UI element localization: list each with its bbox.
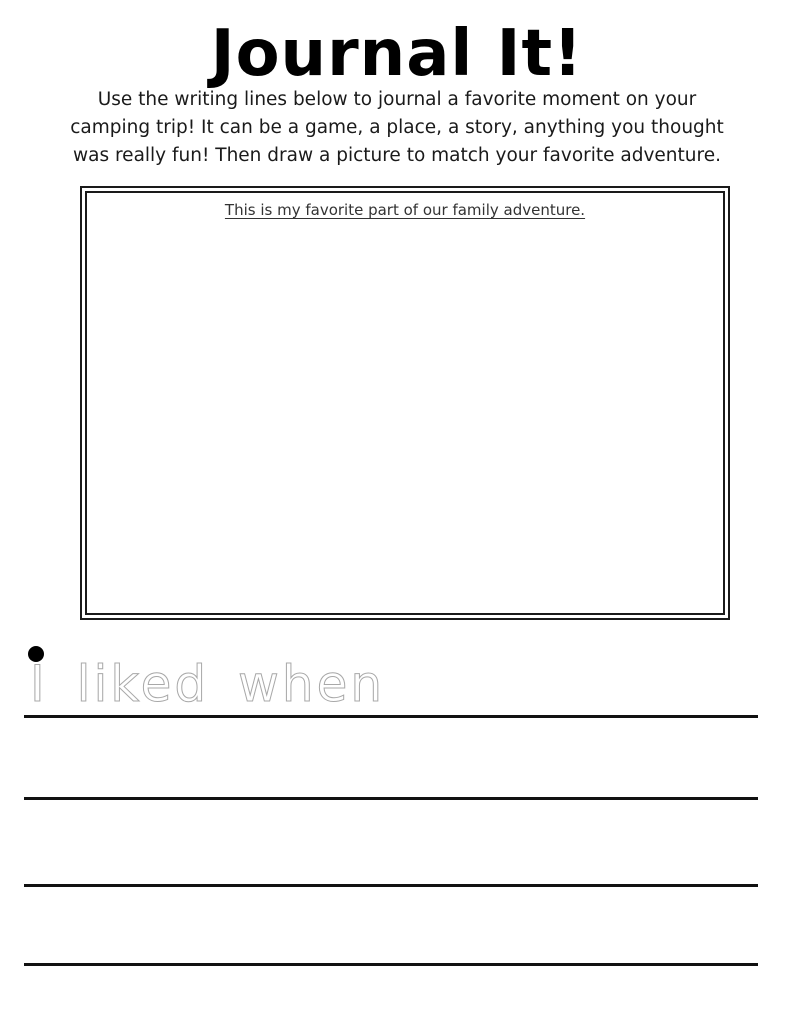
writing-line-1[interactable] xyxy=(24,715,758,718)
instructions-text: Use the writing lines below to journal a favorite moment on your camping trip! It can be a game, a place, a story, anything you thought was really fun! Then draw a picture to match your favorite adventure. xyxy=(70,89,724,166)
drawing-box-inner-border xyxy=(85,191,725,615)
drawing-box-caption: This is my favorite part of our family adventure. xyxy=(224,201,586,219)
page-title: Journal It! xyxy=(210,17,584,91)
writing-line-4[interactable] xyxy=(24,963,758,966)
writing-line-3[interactable] xyxy=(24,884,758,887)
drawing-box[interactable] xyxy=(80,186,730,620)
writing-line-2[interactable] xyxy=(24,797,758,800)
trace-prompt: I liked when xyxy=(30,655,386,713)
